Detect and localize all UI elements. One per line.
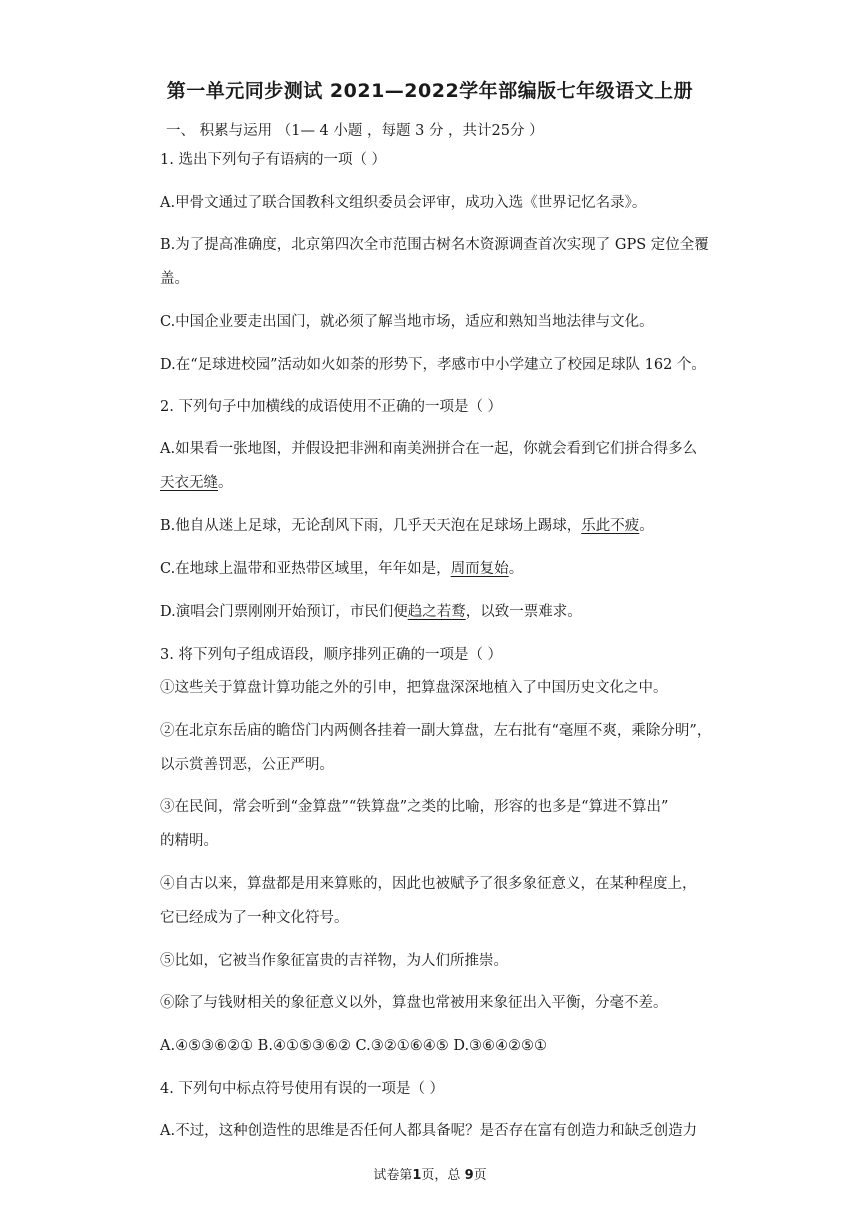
q3-sentence-6: ⑥除了与钱财相关的象征意义以外，算盘也常被用来象征出入平衡，分毫不差。	[160, 995, 668, 1011]
q1-option-c: C.中国企业要走出国门，就必须了解当地市场，适应和熟知当地法律与文化。	[160, 314, 654, 330]
q4-option-a-line1: A.不过，这种创造性的思维是否任何人都具备呢？是否存在富有创造力和缺乏创造力	[160, 1123, 698, 1139]
q1-option-d: D.在“足球进校园”活动如火如荼的形势下，孝感市中小学建立了校园足球队 162 个。	[160, 357, 706, 373]
total-page-number: 9	[464, 1168, 474, 1183]
underlined-idiom: 天衣无缝	[160, 475, 218, 491]
section-heading: 一、 积累与运用 （1— 4 小题 ，每题 3 分 ，共计25分 ）	[166, 123, 544, 139]
underlined-idiom: 周而复始	[450, 561, 509, 577]
q2-option-d: D.演唱会门票刚刚开始预订，市民们便趋之若鹜，以致一票难求。	[160, 604, 582, 620]
q3-sentence-4-line2: 它已经成为了一种文化符号。	[160, 910, 349, 926]
question-4-stem: 4. 下列句中标点符号使用有误的一项是（ ）	[160, 1081, 445, 1097]
q3-sentence-1: ①这些关于算盘计算功能之外的引申，把算盘深深地植入了中国历史文化之中。	[160, 680, 668, 696]
underlined-idiom: 趋之若鹜	[407, 604, 466, 620]
q2-option-a-line1: A.如果看一张地图，并假设把非洲和南美洲拼合在一起，你就会看到它们拼合得多么	[160, 441, 698, 457]
q2-option-c: C.在地球上温带和亚热带区域里，年年如是，周而复始。	[160, 561, 524, 577]
q1-option-a: A.甲骨文通过了联合国教科文组织委员会评审，成功入选《世界记忆名录》。	[160, 195, 647, 211]
question-2-stem: 2. 下列句子中加横线的成语使用不正确的一项是（ ）	[160, 399, 503, 415]
current-page-number: 1	[412, 1168, 422, 1183]
q3-sentence-2-line2: 以示赏善罚恶，公正严明。	[160, 757, 334, 773]
q1-option-b-line2: 盖。	[160, 271, 189, 287]
q3-sentence-3-line1: ③在民间，常会听到“金算盘”“铁算盘”之类的比喻，形容的也多是“算进不算出”	[160, 799, 669, 815]
q3-answer-options: A.④⑤③⑥②① B.④①⑤③⑥② C.③②①⑥④⑤ D.③⑥④②⑤①	[160, 1038, 548, 1054]
question-3-stem: 3. 将下列句子组成语段，顺序排列正确的一项是（ ）	[160, 647, 503, 663]
page-title: 第一单元同步测试 2021—2022学年部编版七年级语文上册	[166, 80, 694, 102]
page-footer: 试卷第1页，总 9页	[373, 1168, 487, 1183]
q3-sentence-5: ⑤比如，它被当作象征富贵的吉祥物，为人们所推崇。	[160, 953, 508, 969]
q3-sentence-3-line2: 的精明。	[160, 833, 218, 849]
q2-option-a-line2: 天衣无缝。	[160, 475, 233, 491]
q2-option-b: B.他自从迷上足球，无论刮风下雨，几乎天天泡在足球场上踢球，乐此不疲。	[160, 518, 654, 534]
q3-sentence-2-line1: ②在北京东岳庙的瞻岱门内两侧各挂着一副大算盘，左右批有“毫厘不爽，乘除分明”，	[160, 723, 712, 739]
underlined-idiom: 乐此不疲	[581, 518, 640, 534]
q3-sentence-4-line1: ④自古以来，算盘都是用来算账的，因此也被赋予了很多象征意义，在某种程度上，	[160, 876, 697, 892]
q1-option-b-line1: B.为了提高准确度，北京第四次全市范围古树名木资源调查首次实现了 GPS 定位全覆	[160, 237, 709, 253]
question-1-stem: 1. 选出下列句子有语病的一项（ ）	[160, 152, 387, 168]
